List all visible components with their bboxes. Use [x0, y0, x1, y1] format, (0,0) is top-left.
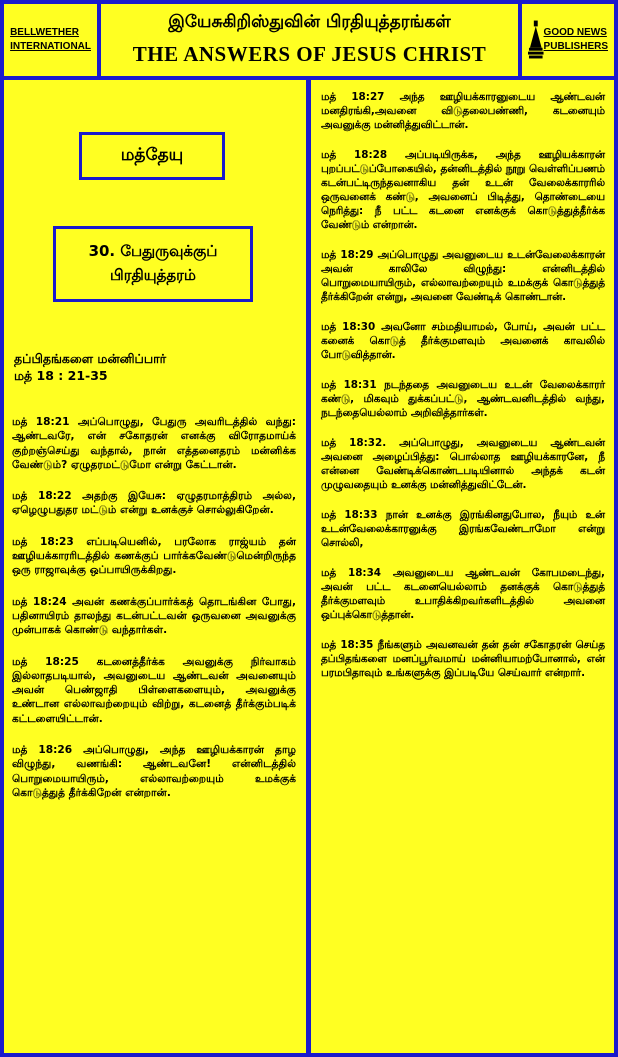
- section-reference: மத் 18 : 21-35: [14, 368, 108, 383]
- verse-18-25: மத் 18:25 கடனைத்தீர்க்க அவனுக்கு நிர்வாகம் இல்லாதபடியால், அவனுடைய ஆண்டவன் அவனையும் அவன் பெண்ஜாதி பிள்ளைகளையும், அவனுக்கு உண்டான எல்லாவற்றையும் விற்று, கடனைத் தீர்க்கும்படிக் கட்டளையிட்டான்.: [12, 655, 296, 725]
- verse-18-29: மத் 18:29 அப்பொழுது அவனுடைய உடன்வேலைக்காரன் அவன் காலிலே விழுந்து: என்னிடத்தில் பொறுமையாயிரும், எல்லாவற்றையும் உமக்குக் கொடுத்துத் தீர்க்கிறேன் என்று, அவனை வேண்டிக் கொண்டான்.: [321, 249, 605, 303]
- good-news-logo-text: [544, 26, 608, 54]
- logo-right-line1: GOOD NEWS: [543, 27, 607, 38]
- left-verse-list: [12, 415, 296, 817]
- title-english: THE ANSWERS OF JESUS CHRIST: [132, 42, 487, 66]
- good-news-logo-icon: [528, 18, 544, 62]
- logo-right-line2: PUBLISHERS: [543, 41, 608, 52]
- logo-left-line1: BELLWETHER: [10, 27, 79, 38]
- section-heading: [14, 350, 294, 384]
- verse-18-27: மத் 18:27 அந்த ஊழியக்காரனுடைய ஆண்டவன் மனதிரங்கி,அவனை விடுதலைபண்ணி, கடனையும் அவனுக்கு மன்னித்துவிட்டான்.: [321, 91, 605, 131]
- chapter-title-line1: 30. பேதுருவுக்குப்: [88, 242, 218, 260]
- chapter-title: [53, 226, 253, 302]
- book-title: மத்தேயு: [79, 132, 225, 180]
- verse-18-34: மத் 18:34 அவனுடைய ஆண்டவன் கோபமடைந்து, அவன் பட்ட கடனையெல்லாம் தனக்குக் கொடுத்துத் தீர்க்குமளவும் உபாதிக்கிறவர்களிடத்தில் அவனை ஒப்புக்கொடுத்தான்.: [321, 567, 605, 621]
- verse-18-33: மத் 18:33 நான் உனக்கு இரங்கினதுபோல, நீயும் உன் உடன்வேலைக்காரனுக்கு இரங்கவேண்டாமோ என்று சொல்லி,: [321, 509, 605, 549]
- title-tamil: இயேசுகிறிஸ்துவின் பிரதியுத்தரங்கள்: [168, 12, 451, 32]
- good-news-logo: [522, 4, 614, 76]
- page-header: [101, 4, 518, 76]
- bellwether-logo: [4, 4, 97, 76]
- chapter-title-line2: பிரதியுத்தரம்: [110, 266, 196, 284]
- right-verse-list: [321, 90, 605, 696]
- logo-left-line2: INTERNATIONAL: [10, 41, 91, 52]
- verse-18-21: மத் 18:21 அப்பொழுது, பேதுரு அவரிடத்தில் வந்து: ஆண்டவரே, என் சகோதரன் எனக்கு விரோதமாய்க் குற்றஞ்செய்து வந்தால், நான் எத்தனைதரம் மன்னிக்க வேண்டும்? ஏழுதரமட்டுமோ என்று கேட்டான்.: [12, 416, 296, 471]
- right-column: [311, 80, 614, 1053]
- verse-18-23: மத் 18:23 எப்படியெனில், பரலோக ராஜ்யம் தன் ஊழியக்காரரிடத்தில் கணக்குப் பார்க்கவேண்டுமென்றிருந்த ஒரு ராஜாவுக்கு ஒப்பாயிருக்கிறது.: [12, 535, 296, 577]
- bellwether-logo-text: [10, 26, 91, 54]
- verse-18-32: மத் 18:32. அப்பொழுது, அவனுடைய ஆண்டவன் அவனை அழைப்பித்து: பொல்லாத ஊழியக்காரனே, நீ என்னை வேண்டிக்கொண்டபடியினால் அந்தக் கடன் முழுவதையும் உனக்கு மன்னித்துவிட்டேன்.: [321, 437, 605, 491]
- verse-18-30: மத் 18:30 அவனோ சம்மதியாமல், போய், அவன் பட்ட கனைக் கொடுத் தீர்க்குமளவும் அவனைக் காவலில் போடுவித்தான்.: [321, 321, 605, 361]
- verse-18-28: மத் 18:28 அப்படியிருக்க, அந்த ஊழியக்காரன் புறப்பட்டுப்போகையில், தன்னிடத்தில் நூறு வெள்ளிப்பணம் கடன்பட்டிருந்தவனாகிய தன் உடன் வேலைக்காரரில் ஒருவனைக் கண்டு, அவனைப் பிடித்து, தொண்டையை நெரித்து: நீ பட்ட கடனை எனக்குக் கொடுத்துத்தீர்க்க வேண்டும் என்றான்.: [321, 149, 605, 231]
- verse-18-26: மத் 18:26 அப்பொழுது, அந்த ஊழியக்காரன் தாழ விழுந்து, வணங்கி: ஆண்டவனே! என்னிடத்தில் பொறுமையாயிரும், எல்லாவற்றையும் உமக்குக் கொடுத்துத் தீர்க்கிறேன் என்றான்.: [12, 744, 296, 799]
- verse-18-22: மத் 18:22 அதற்கு இயேசு: ஏழுதரமாத்திரம் அல்ல, ஏழெழுபதுதர மட்டும் என்று உனக்குச் சொல்லுகிறேன்.: [12, 490, 296, 517]
- section-title: தப்பிதங்களை மன்னிப்பார்: [14, 351, 167, 366]
- verse-18-24: மத் 18:24 அவன் கணக்குப்பார்க்கத் தொடங்கின போது, பதினாயிரம் தாலந்து கடன்பட்டவன் ஒருவனை அவனுக்கு முன்பாகக் கொண்டு வந்தார்கள்.: [12, 595, 296, 637]
- left-column: [4, 80, 306, 1053]
- verse-18-31: மத் 18:31 நடந்ததை அவனுடைய உடன் வேலைக்காரர் கண்டு, மிகவும் துக்கப்பட்டு, ஆண்டவனிடத்தில் வந்து, நடந்தையெல்லாம் அறிவித்தார்கள்.: [321, 379, 605, 419]
- verse-18-35: மத் 18:35 நீங்களும் அவனவன் தன் தன் சகோதரன் செய்த தப்பிதங்களை மனப்பூர்வமாய் மன்னியாமற்போனால், என் பரமபிதாவும் உங்களுக்கு இப்படியே செய்வார் என்றார்.: [321, 639, 605, 679]
